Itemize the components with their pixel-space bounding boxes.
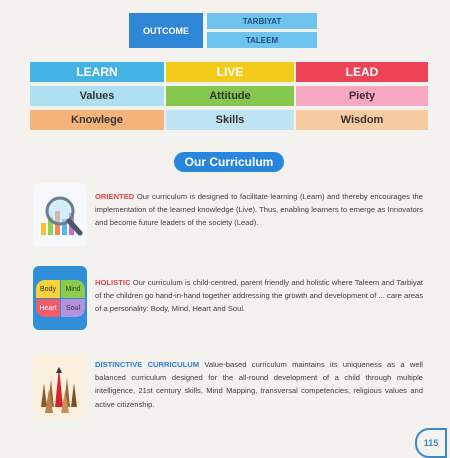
section-holistic: [95, 276, 423, 316]
keyword-holistic: HOLISTIC: [95, 278, 131, 287]
quadrant-mind: Mind: [61, 280, 85, 298]
outcome-item-taleem: TALEEM: [207, 32, 317, 48]
cell-values: Values: [30, 86, 164, 106]
cell-knowlege: Knowlege: [30, 110, 164, 130]
outcome-label: OUTCOME: [129, 13, 203, 48]
pencils-icon: [33, 355, 87, 419]
cell-attitude: Attitude: [166, 86, 294, 106]
page-number: 115: [415, 428, 447, 458]
quadrant-body: Body: [36, 280, 60, 298]
magnifier-chart-icon: [33, 183, 87, 247]
text-distinctive: Value-based curriculum maintains its uniqueness as a well balanced curriculum designed for the all-round development of a child through multiple intelligence, 21st century skills, Mind Mapping, transversal competencies, religious values and active citizenship.: [95, 360, 423, 409]
cell-wisdom: Wisdom: [296, 110, 428, 130]
section-oriented: [95, 190, 423, 230]
text-holistic: Our curriculum is child-centred, parent friendly and holistic where Taleem and Tarbiyat of the children go hand-in-hand together addressing the growth and development of ... care areas of a personality: Body, Mind, Heart and Soul.: [95, 278, 423, 314]
section-distinctive: [95, 358, 423, 411]
holistic-quadrant-icon: [33, 266, 87, 330]
quadrant-heart: Heart: [36, 299, 60, 317]
header-live: LIVE: [166, 62, 294, 82]
quadrant-soul: Soul: [61, 299, 85, 317]
cell-piety: Piety: [296, 86, 428, 106]
outcome-item-tarbiyat: TARBIYAT: [207, 13, 317, 29]
header-lead: LEAD: [296, 62, 428, 82]
curriculum-title: Our Curriculum: [174, 152, 284, 172]
text-oriented: Our curriculum is designed to facilitate learning (Learn) and thereby encourages the implementation of the learned knowledge (Live). Thus, enabling learners to emerge as Innovators and become future leaders of the society (Lead).: [95, 192, 423, 228]
header-learn: LEARN: [30, 62, 164, 82]
keyword-oriented: ORIENTED: [95, 192, 135, 201]
cell-skills: Skills: [166, 110, 294, 130]
keyword-distinctive: DISTINCTIVE CURRICULUM: [95, 360, 200, 369]
